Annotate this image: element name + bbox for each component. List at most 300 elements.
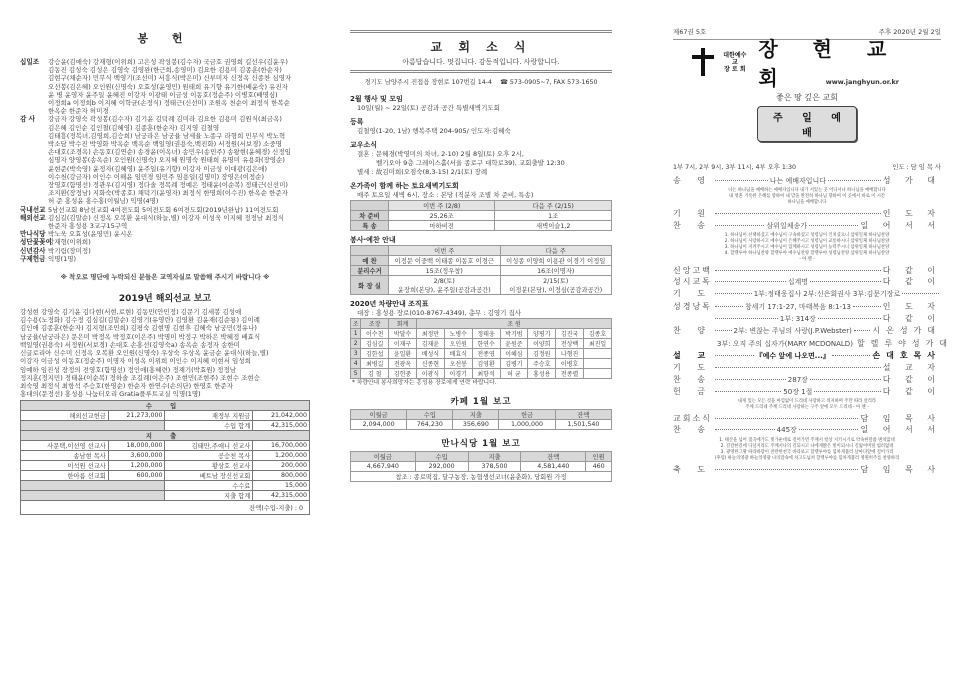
worship-item-label: 축 도 — [673, 464, 712, 474]
table-cell: 2 — [351, 339, 361, 349]
offering-names: 허 준 홍성윤 홍수홍(이월님) 익명(4명) — [48, 197, 159, 206]
offering-label: 십일조 — [20, 58, 40, 66]
offering-row — [20, 230, 310, 238]
table-row — [351, 276, 612, 295]
table-cell: 김 철 — [361, 369, 389, 379]
table-cell: 15조(정우창) — [389, 266, 501, 276]
donor-line: 신글로리아 신수미 신정옥 오복환 오인원(신명숙) 우상숙 우상옥 윤금순 윤대식(하늘,별) — [20, 349, 269, 358]
donor-line: 이강자 이금성 이동호(정순주) 이명자 이성옥 이위희 이인수 이지혜 이현서 임성희 — [20, 357, 251, 366]
dot-leader — [715, 180, 768, 181]
events-text: 10일(월) ~ 22일(토) 공감과 공간 특별새벽기도회 — [357, 104, 500, 112]
table-cell: 4 — [351, 359, 361, 369]
table-row — [351, 221, 612, 231]
offering-names: 윤 병 윤영자 윤주일 윤혜진 이강자 이광태 이금성 이동호(정순주) 이병호(배명심) — [48, 90, 278, 99]
lyrics-line: 2. 길갈한길에 다닐지라도 주께서나의 길되시고 나에게밝은 빛이되시니 길잃어버릴 염려없네 — [720, 443, 894, 449]
table-header-row — [351, 201, 612, 211]
offering-row — [20, 74, 310, 82]
table-cell: 한연수 — [472, 339, 500, 349]
affairs-heading: 교우소식 — [350, 141, 378, 149]
events-heading: 2월 행사 및 모임 — [350, 95, 403, 103]
table-cell: 김영환 — [472, 359, 500, 369]
table-cell: 전광옥 — [389, 359, 417, 369]
table-cell: 황상호 선교사 — [165, 461, 253, 471]
offering-names: 한옥순 한준자 허미경 — [48, 107, 109, 116]
table-cell: 잔액(수입-지출) : 0 — [21, 501, 310, 515]
worship-item — [673, 338, 954, 350]
table-cell: 3 — [351, 349, 361, 359]
table-row — [21, 441, 310, 451]
worship-item-person: 할렐루야성가대 — [856, 338, 954, 348]
table-cell: 800,000 — [253, 471, 310, 481]
table-cell: 재정부 지원금 — [165, 411, 253, 421]
offering-label — [20, 66, 48, 74]
dot-leader — [810, 281, 881, 282]
offering-row — [20, 173, 310, 181]
table-cell: 이혜심 — [500, 349, 528, 359]
table-cell: 최정만 — [416, 329, 444, 339]
donor-line: 정지훈(정지민) 정태윤(이순복) 정하솔 조길례(이은주) 조현민(조현주) 조현수 조현승 — [20, 373, 260, 382]
dot-leader — [799, 429, 859, 430]
dot-leader — [715, 367, 881, 368]
table-cell: 베트남 장신선교회 — [165, 471, 253, 481]
church-news-page — [350, 30, 612, 482]
offering-row — [20, 124, 310, 132]
offering-row — [20, 91, 310, 99]
offering-names: 조지환(장정남) 지화숙(박종호) 채덕기(윤영자) 최정식 한명희(이수진) 한옥순 한준자 — [48, 189, 288, 198]
worship-item-content: 3부: 오직 주의 십자가(MARY MCDONALD) — [717, 339, 853, 348]
table-cell: 42,315,000 — [253, 491, 310, 501]
table-cell: 분리수거 — [351, 266, 389, 276]
dot-leader — [715, 469, 858, 470]
column-header: 다음 주 (2/15) — [495, 201, 612, 211]
mission-report-title: 2019년 해외선교 보고 — [118, 294, 212, 305]
column-header: 조 — [351, 319, 361, 329]
table-cell: 예 찬 — [351, 256, 389, 266]
table-cell: 이양희 — [528, 339, 556, 349]
service-times: 1부 7시, 2부 9시, 3부 11시, 4부 오후 1:30 — [673, 164, 796, 171]
table-cell: 18,000,000 — [108, 441, 165, 451]
church-address — [350, 77, 612, 86]
offering-row — [20, 83, 310, 91]
table-cell: 수입 합계 — [165, 421, 253, 431]
offering-label — [20, 91, 48, 99]
address-text: 경기도 남양주시 진접읍 장현로 107번길 14-4 — [364, 79, 493, 86]
car-team-table — [350, 318, 612, 379]
offering-row — [20, 99, 310, 107]
dot-leader — [715, 281, 786, 282]
table-cell: 박기범 — [500, 329, 528, 339]
worship-item-person: 인 도 자 — [882, 301, 941, 311]
table-cell: 화 장 실 — [351, 276, 389, 295]
offering-row — [20, 197, 310, 205]
column-header: 다음 주 — [500, 246, 612, 256]
offering-label — [20, 189, 48, 197]
worship-item-person: 인 도 자 — [882, 209, 941, 219]
table-row — [21, 431, 310, 441]
worship-item-content: 1부: 314장 — [779, 315, 816, 324]
dot-leader — [854, 330, 871, 331]
worship-item-person: 다 같 이 — [882, 265, 941, 275]
dot-leader — [715, 391, 781, 392]
donor-line: 임예하 임진성 장정의 전영호(함명선) 정인애(홍혜련) 정재기(박효원) 정정남 — [20, 365, 236, 374]
divider — [350, 70, 612, 73]
donor-line: 남궁율(남궁라은) 문은미 박정옥 박정호(이은주) 박명미 박정구 박하은 박혜정 배효식 — [20, 332, 261, 341]
offering-names: 김태흥(정복녀,김영희,김승희) 남궁라은 남궁율 남세율 노종구 라형희 민무식 박노혁 — [48, 131, 286, 140]
table-cell: 1,200,000 — [108, 461, 165, 471]
table-row — [351, 329, 612, 339]
worship-item-person: 다 같 이 — [882, 314, 941, 324]
church-url[interactable]: www.janghyun.or.kr — [825, 78, 899, 86]
table-cell: 전종렬 — [556, 369, 584, 379]
phone-text: ☎ 573-0905~7, FAX 573-1650 — [500, 79, 598, 86]
donor-line: 홍대의(문정선) 홍성용 나눔터오리 Gratia플루트교실 익명(1명) — [20, 390, 201, 399]
table-cell: 2/15(토) 이정분(본당), 이정심(공감과공간) — [500, 276, 612, 295]
offering-names: 김은혜 김인순 김인철(김혜영) 김종훈(한순자) 김지영 김철영 — [48, 123, 220, 132]
car-info: 대장 : 홍성용 장로(010-8767-4349), 총무 : 김영기 집사 — [357, 309, 522, 317]
dot-leader — [715, 355, 754, 356]
table-cell: 지 출 — [21, 431, 310, 441]
table-cell: 윤원준 — [500, 339, 528, 349]
table-cell: 460 — [586, 462, 612, 472]
table-row — [351, 369, 612, 379]
table-cell: 수수료 — [165, 481, 253, 491]
donor-line: 김수용(노정화) 김수정 김심길(김말순) 김영기(유영란) 김영환 김윤재(김순룡) 김이례 — [20, 316, 260, 325]
mission-donor-names — [20, 308, 310, 398]
dot-leader — [818, 318, 881, 319]
worship-item — [673, 325, 941, 337]
dot-leader — [828, 180, 881, 181]
column-header: 지출 — [453, 410, 499, 420]
table-cell: 이정문 이중백 이태종 이동호 이경근 — [389, 256, 501, 266]
offering-label — [20, 99, 48, 107]
worship-item-content: 1부:정태웅집사 2부:신은회권사 3부:김문기장로 — [753, 290, 901, 299]
dot-leader — [715, 270, 881, 271]
lyrics-line: 나는 하나님을 예배하는 예배자입니다 내가 서있는 곳 어디서나 하나님을 예배합니다 — [728, 188, 886, 194]
table-cell: 양평기 — [528, 329, 556, 339]
offering-names: 강승윤(김애숙) 강재형(이위희) 고은성 곽성봉(김수자) 국금호 권영희 길선우(김윤우) — [48, 58, 288, 66]
table-cell: 김한섭 — [361, 349, 389, 359]
worship-item-content: 445장 — [776, 426, 797, 435]
worship-item-person: 성 가 대 — [882, 176, 942, 185]
table-cell: 200,000 — [253, 461, 310, 471]
worship-item — [673, 276, 941, 288]
worship-item-label: 찬 송 — [673, 220, 712, 230]
table-cell: 4,581,440 — [521, 462, 586, 472]
worship-item-label: 헌 금 — [673, 386, 712, 396]
table-row — [351, 359, 612, 369]
offering-label — [20, 165, 48, 173]
dot-leader — [715, 318, 778, 319]
table-row — [351, 211, 612, 221]
table-row — [21, 421, 310, 431]
offering-label — [20, 83, 48, 91]
table-cell: 배효식 — [444, 349, 472, 359]
offering-row — [20, 156, 310, 164]
worship-item-person: 다 같 이 — [882, 374, 941, 384]
bulletin-date: 주후 2020년 2월 2일 — [878, 28, 941, 36]
offering-label: 해외선교 — [20, 213, 46, 222]
lyrics-line: 3. 광명한그땅 따라바랑이 찬란한천국 바라보고 할렐루야를 힘차게불러 날마다앞에 걸어가리 — [720, 449, 894, 455]
donor-line: 강성현 강영숙 김기윤 김다현(서현,로현) 김동민(안민정) 김문기 김세봉 김성애 — [20, 308, 242, 317]
offering-row — [20, 189, 310, 197]
table-cell: 3,600,000 — [108, 451, 165, 461]
table-row — [351, 266, 612, 276]
offering-label — [20, 140, 48, 148]
table-cell: 378,500 — [468, 462, 521, 472]
saturday-prayer-heading: 온가족이 함께 하는 토요새벽기도회 — [350, 182, 459, 190]
denomination-line: 장 로 회 — [724, 65, 746, 73]
table-cell: 1조 — [495, 211, 612, 221]
table-cell: 박달수 — [389, 329, 417, 339]
offering-label — [20, 197, 48, 205]
saturday-prayer-table — [350, 200, 612, 231]
worship-item-label: 찬 송 — [673, 425, 712, 435]
report-note: 참조 : 종로떡집, 달구농장, 농협생선코너(윤춘화), 당회원 가정 — [351, 472, 612, 482]
worship-item-label: 기 도 — [673, 289, 712, 299]
table-cell: 김병기 — [500, 359, 528, 369]
lyrics-block — [673, 399, 941, 411]
dot-leader — [814, 391, 880, 392]
table-cell: 1,501,540 — [555, 420, 611, 430]
dot-leader — [715, 306, 743, 307]
offering-label — [20, 148, 48, 156]
lyrics-line: 4. 할렐루야 하나님찬양 할렐루야 예수님찬양 할렐루야 성령님찬양 삼위일체 하나님찬양 — [724, 250, 890, 256]
column-header: 조 원 — [416, 319, 611, 329]
table-cell: 최병길 — [361, 359, 389, 369]
table-cell: 16,700,000 — [253, 441, 310, 451]
table-row — [351, 256, 612, 266]
column-header: 이월금 — [351, 452, 416, 462]
column-header: 헌금 — [499, 410, 555, 420]
worship-item-person: 시온성가대 — [872, 326, 941, 336]
register-text: 김철영(1-20, 1남) 행복주택 204-905/ 인도자:김혜숙 — [357, 127, 511, 135]
dot-leader — [715, 225, 764, 226]
news-title: 교 회 소 식 — [430, 40, 532, 54]
table-cell: 최항석 — [472, 369, 500, 379]
offering-names: 김동진 김성숙 김성은 김영숙 김영완(한근희,송영미) 김요한 김용미 김종훈(한순자) — [48, 66, 282, 75]
affairs-line: 결혼 : 문혜경(박영미의 차녀, 2-10) 2월 8일(토) 오후 2시, — [357, 150, 524, 158]
worship-item-label: 성경낭독 — [673, 301, 712, 311]
table-cell — [584, 359, 612, 369]
offering-names: 윤현준(박숙영) 윤정자(김혜영) 윤주일(유기향) 이강자 이금성 이대광(김은애) — [48, 164, 267, 173]
worship-item — [673, 464, 941, 475]
offering-names: 손대호(조경옥) 손동호(김연순) 송경윤(이옥녀) 송민우(송민주) 송왕현(윤혜경) 신정임 — [48, 148, 291, 157]
offering-title: 봉 헌 — [137, 32, 193, 45]
table-row — [21, 501, 310, 515]
table-cell: 허 균 — [500, 369, 528, 379]
service-times-row — [673, 162, 941, 171]
worship-order — [673, 175, 954, 475]
offering-row — [20, 247, 310, 255]
service-leader: 인도 : 담 임 목 사 — [892, 164, 941, 171]
offering-row — [20, 132, 310, 140]
table-cell: 21,042,000 — [253, 411, 310, 421]
offering-row — [20, 66, 310, 74]
column-header: 지출 — [468, 452, 521, 462]
table-cell: 이석원 선교사 — [21, 461, 109, 471]
dot-leader — [853, 306, 881, 307]
worship-item — [673, 220, 941, 232]
offering-names: 이정희a 이정희b 이지혜 이학균(손정식) 정태근(신선미) 조원옥 천순이 최정식 한복순 — [48, 99, 290, 108]
lyrics-line: 3. 하나님이 지켜주시고 예수님이 함께하시고 성령님이 능력주시니 삼위일체 하나님찬양 — [724, 244, 890, 250]
table-cell: 오인원 — [444, 339, 472, 349]
column-header: 인원 — [586, 452, 612, 462]
offering-names: 익명(1명) — [48, 254, 77, 263]
offering-page — [20, 30, 310, 515]
table-header-row — [351, 410, 612, 420]
church-motto: 좋은 땅 깊은 교회 — [776, 93, 838, 102]
table-cell: 김정원 — [528, 349, 556, 359]
worship-item — [673, 413, 941, 424]
offering-names: 장영호(함명선) 정관우(김지영) 정다솔 정목례 정예은 정태윤(이순복) 정태근(신선미) — [48, 181, 288, 190]
table-cell: 주승호 — [528, 359, 556, 369]
worship-item-person: 일 어 서 서 — [860, 220, 941, 230]
table-cell: 2,094,000 — [351, 420, 407, 430]
table-cell: 나형진 — [556, 349, 584, 359]
table-cell — [21, 421, 165, 431]
worship-item — [673, 208, 941, 219]
offering-names: 강금자 강영숙 곽성봉(김수자) 김기윤 김덕례 김미라 김요한 김용미 김원식(최금옥) — [48, 115, 282, 124]
table-cell: 배성식 — [416, 349, 444, 359]
offering-list — [20, 58, 310, 263]
worship-item-content: 287장 — [787, 375, 808, 384]
car-heading: 2020년 차량안내 조직표 — [350, 300, 429, 308]
denomination — [721, 52, 748, 73]
table-cell — [584, 349, 612, 359]
worship-item — [673, 374, 941, 386]
worship-item — [673, 362, 941, 373]
donor-line: 백일영(권용숙) 서정원(서보경) 손대호 손홍선(김영숙a) 송옥순 송정자 송한미 — [20, 340, 240, 349]
worship-item-person: 설 교 자 — [882, 363, 941, 373]
lyrics-line: 1. 하나님이 선택하셨고 예수님이 구속하셨고 성령님이 인치셨으니 삼위일체 하나님찬양 — [724, 232, 890, 238]
worship-item — [673, 175, 941, 187]
table-cell: 이성종 이양희 이용관 이경기 이정일 — [500, 256, 612, 266]
table-row — [351, 462, 612, 472]
column-header — [351, 246, 389, 256]
table-row — [351, 339, 612, 349]
table-row — [21, 461, 310, 471]
offering-label — [20, 156, 48, 164]
dot-leader — [809, 225, 858, 226]
offering-row — [20, 181, 310, 189]
offering-row — [20, 165, 310, 173]
worship-item-content: 『예수 앞에 나오면...』 — [755, 351, 830, 360]
mission-finance-table — [20, 400, 310, 515]
table-cell: 이광식 — [416, 369, 444, 379]
worship-item-label: 찬 양 — [673, 326, 712, 336]
table-row — [21, 481, 310, 491]
offering-names: 김현구(채순자) 민무식 백영기(조선미) 서흥식(박은미) 신부미자 신정옥 신종찬 심영자 — [48, 74, 292, 83]
dot-leader — [715, 213, 881, 214]
cafe-report-table — [350, 409, 612, 430]
worship-item-label: 교회소식 — [673, 414, 712, 424]
worship-item-content: 십계명 — [787, 278, 809, 287]
table-cell: 김심길 — [361, 339, 389, 349]
table-header-row — [351, 452, 612, 462]
offering-names: 오선봉(김은혜) 오인원(신명숙) 오효성(윤영민) 원태희 유기향 유기한(배윤숙) 유진자 — [48, 82, 288, 91]
worship-item — [673, 288, 941, 300]
table-cell: 마하비전 — [389, 221, 495, 231]
manna-report-title: 만나식당 1월 보고 — [441, 439, 521, 449]
table-cell: 김진국 — [556, 329, 584, 339]
offering-label — [20, 124, 48, 132]
dot-leader — [715, 379, 786, 380]
table-cell: 16조(이명자) — [500, 266, 612, 276]
table-cell: 정태웅 — [472, 329, 500, 339]
worship-item-content: 삼위일체송가 — [766, 221, 808, 230]
table-cell: 수 입 — [21, 401, 310, 411]
table-cell: 전상백 — [556, 339, 584, 349]
table-cell: 1 — [351, 329, 361, 339]
column-header — [351, 201, 389, 211]
table-row — [351, 472, 612, 482]
affairs-line: 별세 : 故김미희(오점숙(8,3-15) 2/1(토) 장례 — [357, 168, 488, 176]
volume-number: 제67권 5호 — [673, 28, 707, 36]
worship-item-label: 신앙고백 — [673, 265, 712, 275]
denomination-line: 대한예수교 — [723, 51, 747, 66]
dot-leader — [810, 379, 881, 380]
worship-item-content: 50장 1절 — [783, 387, 813, 396]
table-cell: 1,000,000 — [499, 420, 555, 430]
offering-notice: ※ 착오로 명단에 누락되신 분들은 교역자실로 말씀해 주시기 바랍니다 ※ — [60, 273, 270, 282]
table-header-row — [351, 246, 612, 256]
offering-names: 5남선교회 8남선교회 4여전도회 5여전도회 6여전도회(2019년완납) 11여전도회 — [48, 205, 279, 214]
offering-label — [20, 132, 48, 140]
cafe-report-title: 카페 1월 보고 — [450, 397, 512, 407]
offering-label: 성단꽃꽂이 — [20, 238, 52, 247]
table-cell: 764,230 — [407, 420, 453, 430]
table-cell: 해외선교헌금 — [21, 411, 109, 421]
column-header: 조장 — [361, 319, 389, 329]
table-cell: 김재윤 — [416, 339, 444, 349]
table-row — [351, 349, 612, 359]
table-cell: 이수천 — [361, 329, 389, 339]
table-row — [21, 491, 310, 501]
column-header: 잔액 — [555, 410, 611, 420]
table-cell: 사문택,이선영 선교사 — [21, 441, 109, 451]
table-cell: 김종호 — [584, 329, 612, 339]
table-cell: 15,000 — [253, 481, 310, 491]
offering-names: 박노욱 오효성(윤영민) 윤시온 — [48, 230, 133, 239]
column-header: 이번 주 — [389, 246, 501, 256]
table-cell: 292,000 — [415, 462, 468, 472]
offering-names: 이수천(강금자) 이인수 이해윤 임민경 임민주 임용일(김명미) 장영은(이정순) — [48, 172, 264, 181]
dot-leader — [715, 330, 732, 331]
table-row — [21, 451, 310, 461]
cross-icon — [691, 48, 713, 76]
worship-item-person: 담 임 목 사 — [860, 464, 941, 474]
table-cell — [21, 491, 165, 501]
table-cell: 전종영 — [472, 349, 500, 359]
cover-page — [673, 27, 954, 475]
news-slogan: 아름답습니다. 멋집니다. 감동적입니다. 사랑합니다. — [402, 58, 560, 66]
worship-item-person: 손대호목사 — [872, 349, 942, 360]
table-cell: 1,200,000 — [253, 451, 310, 461]
worship-item-label: 성시교독 — [673, 277, 712, 287]
saturday-prayer-info: 매주 토요일 새벽 6시, 장소 : 본당 (직분자 조별 차 준비, 특송) — [357, 191, 534, 199]
table-header-row — [351, 319, 612, 329]
table-cell — [21, 481, 165, 491]
affairs-line: 벨기오아 9층 그레이스홀(서울 종로구 대학로39), 교회출발 12:30 — [376, 159, 565, 167]
sunday-worship-banner: 주 일 예 배 — [757, 106, 857, 142]
table-cell: 지출 합계 — [165, 491, 253, 501]
lyrics-line: 2. 하나님이 사랑하시고 예수님이 은혜주시고 성령님이 교통하시니 삼위일체 하나님찬양 — [724, 238, 890, 244]
table-row — [21, 471, 310, 481]
lyrics-line: 내 영혼 거룩한 은혜를 향하여 내 맘을 완전히 하나님 향하여 이 곳에서 바로 이 시간 — [728, 194, 886, 200]
worship-item-content: 창세기 17:1-27, 마태복음 8:1-13 — [744, 302, 851, 311]
offering-row — [20, 115, 310, 123]
table-row — [21, 401, 310, 411]
